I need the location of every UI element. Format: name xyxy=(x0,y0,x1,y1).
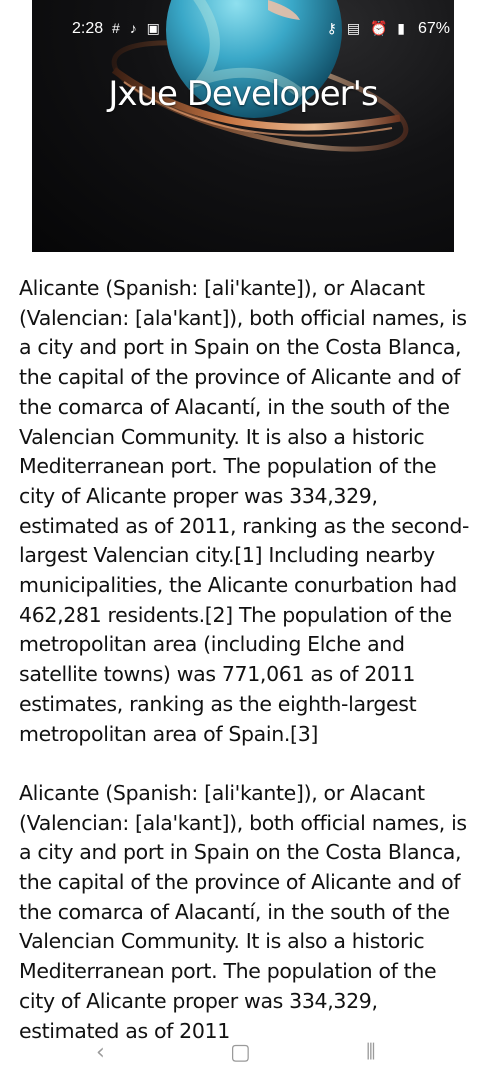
alarm-icon: ⏰ xyxy=(369,20,391,36)
music-icon: ♪ xyxy=(129,20,140,36)
image-icon: ▣ xyxy=(146,20,163,36)
lock-icon: ▤ xyxy=(346,20,364,36)
home-icon[interactable]: ▢ xyxy=(230,1040,251,1065)
battery-level: 67% xyxy=(417,20,450,37)
article-paragraph-2: Alicante (Spanish: [ali'kante]), or Alacant (Valencian: [ala'kant]), both official names, is a city and port in Spain on the Costa Blanca, the capital of the province of Alicante and of the comarca of Alacantí, in the south of the Valencian Community. It is also a historic Mediterranean port. The population of the city of Alicante proper was 334,329, estimated as of 2011 xyxy=(19,780,467,1043)
hash-icon: # xyxy=(112,20,123,36)
status-bar xyxy=(32,18,454,44)
key-icon: ⚷ xyxy=(326,20,340,36)
article-body xyxy=(19,274,471,1076)
status-time: 2:28 xyxy=(72,20,104,37)
banner-title: Jxue Developer's xyxy=(108,74,378,114)
header-banner-image xyxy=(32,0,454,252)
navigation-bar xyxy=(0,1040,486,1080)
back-icon[interactable]: ‹ xyxy=(96,1040,105,1065)
status-left-icons xyxy=(112,20,163,37)
recents-icon[interactable]: ⦀ xyxy=(366,1040,376,1065)
status-right-icons xyxy=(327,20,408,37)
article-paragraph-1: Alicante (Spanish: [ali'kante]), or Alacant (Valencian: [ala'kant]), both official names, is a city and port in Spain on the Costa Blanca, the capital of the province of Alicante and of the comarca of Alacantí, in the south of the Valencian Community. It is also a historic Mediterranean port. The population of the city of Alicante proper was 334,329, estimated as of 2011, ranking as the second-largest Valencian city.[1] Including nearby municipalities, the Alicante conurbation had 462,281 residents.[2] The population of the metropolitan area (including Elche and satellite towns) was 771,061 as of 2011 estimates, ranking as the eighth-largest metropolitan area of Spain.[3] xyxy=(19,276,470,746)
signal-icon: ▮ xyxy=(397,20,408,36)
